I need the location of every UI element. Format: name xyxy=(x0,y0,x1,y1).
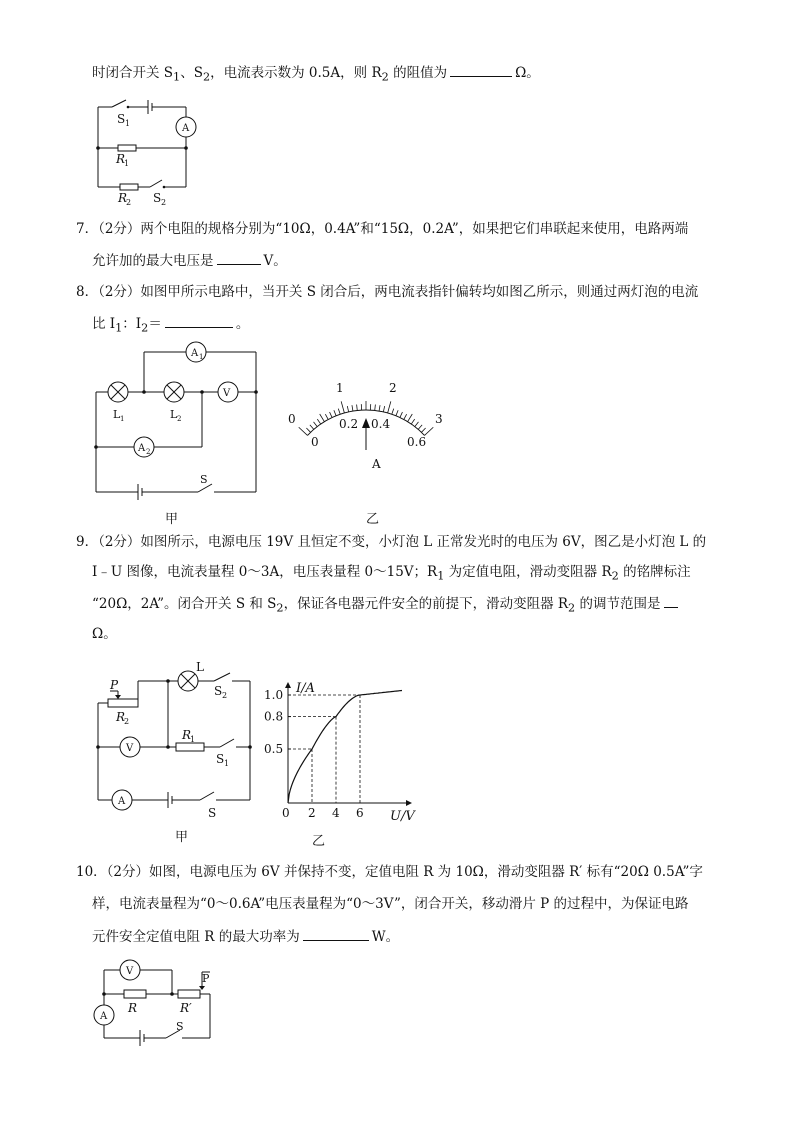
dial-bottom-0-4: 0.4 xyxy=(371,417,391,431)
dial-tick xyxy=(415,422,419,427)
dial-top-2: 2 xyxy=(389,381,397,395)
answer-blank[interactable] xyxy=(165,313,233,328)
y-axis-label: I/A xyxy=(296,681,315,696)
caption-yi: 乙 xyxy=(366,512,380,527)
dial-tick xyxy=(314,422,318,427)
q10-line2: 样，电流表量程为“0～0.6A”电压表量程为“0～3V”，闭合开关，移动滑片 P 的过程中，为保证电路 xyxy=(92,896,689,912)
label-s1: S xyxy=(117,112,126,126)
svg-text:1: 1 xyxy=(190,735,196,744)
dial-tick xyxy=(317,419,320,424)
caption-yi: 乙 xyxy=(312,834,326,849)
ammeter-label: A xyxy=(118,796,126,807)
dial-tick xyxy=(421,428,425,432)
dial-bottom-0-6: 0.6 xyxy=(407,435,427,449)
dial-top-3: 3 xyxy=(435,412,443,426)
dial-bottom-0-2: 0.2 xyxy=(339,417,359,431)
caption-jia: 甲 xyxy=(165,512,179,527)
q9-line4: Ω。 xyxy=(92,626,117,642)
answer-blank[interactable] xyxy=(217,250,261,265)
caption-jia: 甲 xyxy=(175,830,189,845)
svg-text:1: 1 xyxy=(199,353,204,361)
dial-tick xyxy=(325,414,328,419)
dial-tick xyxy=(306,428,310,432)
dial-tick xyxy=(352,405,353,411)
svg-text:1: 1 xyxy=(120,415,125,423)
resistor-r-label: R xyxy=(128,1001,138,1015)
ammeter-a1-label: A xyxy=(191,348,199,359)
x-tick-label: 6 xyxy=(356,806,364,820)
q8-circuit-diagram-jia xyxy=(90,340,265,500)
q9-line3: “20Ω，2A”。闭合开关 S 和 $S_2$，保证各电器元件安全的前提下，滑动变阻器 $R_2$ 的调节范围是 xyxy=(92,593,681,619)
svg-text:2: 2 xyxy=(161,198,167,205)
slider-p-label: P xyxy=(202,972,210,985)
ammeter-label: A xyxy=(182,123,190,134)
q6-circuit-diagram xyxy=(90,95,200,205)
voltmeter-label: V xyxy=(223,388,231,399)
dial-unit-a: A xyxy=(372,457,381,471)
label-s2: S xyxy=(153,191,162,205)
label-r1: R xyxy=(116,152,126,166)
x-axis-label: U/V xyxy=(390,809,415,824)
q6-text: 时闭合开关 $S_1$、$S_2$，电流表示数为 0.5A，则 $R_2$ 的阻值为 Ω。 xyxy=(92,62,540,88)
dial-tick xyxy=(392,409,394,415)
dial-tick xyxy=(338,409,340,415)
dial-tick xyxy=(375,405,376,411)
label-r2: R xyxy=(118,191,128,205)
svg-text:1: 1 xyxy=(224,759,230,768)
svg-text:2: 2 xyxy=(146,448,151,456)
switch-s-label: S xyxy=(208,806,217,820)
switch-s-label: S xyxy=(176,1020,184,1033)
q9-line1: 9．（2分）如图所示，电源电压 19V 且恒定不变，小灯泡 L 正常发光时的电压为 6V，图乙是小灯泡 L 的 xyxy=(76,534,707,550)
dial-tick xyxy=(396,410,398,416)
dial-tick xyxy=(418,425,422,430)
resistor-r1-label: R xyxy=(182,728,192,742)
iu-curve xyxy=(288,691,402,804)
svg-text:2: 2 xyxy=(124,717,130,726)
q9-circuit-diagram-jia xyxy=(90,655,260,825)
dial-tick xyxy=(388,401,391,413)
q10-circuit-diagram xyxy=(92,958,222,1050)
origin-label: 0 xyxy=(282,806,290,820)
dial-tick xyxy=(320,414,325,422)
dial-tick xyxy=(357,405,358,411)
ammeter-a2-label: A xyxy=(138,443,146,454)
answer-blank[interactable] xyxy=(450,62,512,77)
x-tick-label: 4 xyxy=(332,806,340,820)
dial-tick xyxy=(334,410,336,416)
y-tick-label: 1.0 xyxy=(264,688,284,702)
lamp-l-label: L xyxy=(196,660,204,674)
slider-arrow-icon xyxy=(199,986,205,990)
y-tick-label: 0.8 xyxy=(264,709,284,724)
q7-line2: 允许加的最大电压是 V。 xyxy=(92,250,287,271)
dial-tick xyxy=(404,414,407,419)
q8-line1: 8．（2分）如图甲所示电路中，当开关 S 闭合后，两电流表指针偏转均如图乙所示，则通过两灯泡的电流 xyxy=(76,284,699,300)
dial-tick xyxy=(310,425,314,430)
dial-top-0: 0 xyxy=(288,412,296,426)
x-tick-label: 2 xyxy=(308,806,316,820)
dial-tick xyxy=(347,406,348,412)
dial-tick xyxy=(341,401,344,413)
svg-text:2: 2 xyxy=(222,691,228,700)
dial-tick xyxy=(400,412,403,417)
answer-blank[interactable] xyxy=(303,926,369,941)
voltmeter-label: V xyxy=(126,743,134,754)
rheostat-rp-label: R′ xyxy=(180,1001,192,1015)
rheostat-r2-label: R xyxy=(116,710,126,724)
svg-text:1: 1 xyxy=(125,119,131,128)
ammeter-label: A xyxy=(100,1011,108,1022)
dial-tick xyxy=(379,405,380,411)
dial-tick xyxy=(299,427,308,435)
q9-iu-graph xyxy=(262,680,422,825)
y-tick-label: 0.5 xyxy=(264,742,284,756)
dial-pointer-arrow xyxy=(362,418,370,428)
switch-label: S xyxy=(200,473,208,486)
slider-arrow-icon xyxy=(115,695,121,699)
lamp-l1-label: L xyxy=(113,408,121,421)
svg-text:2: 2 xyxy=(177,415,182,423)
dial-bottom-0: 0 xyxy=(311,435,319,449)
dial-tick xyxy=(330,412,333,417)
dial-tick xyxy=(408,414,413,422)
svg-text:2: 2 xyxy=(126,198,132,205)
q8-ammeter-dial-yi xyxy=(284,378,449,478)
q8-line2: 比 $I_1$：$I_2=$ 。 xyxy=(92,313,249,339)
q7-line1: 7．（2分）两个电阻的规格分别为“10Ω，0.4A”和“15Ω，0.2A”，如果把它们串联起来使用，电路两端 xyxy=(76,221,689,237)
switch-s2-label: S xyxy=(214,684,223,698)
y-axis-arrow-icon xyxy=(285,682,291,688)
dial-tick xyxy=(383,406,384,412)
slider-p-label: P xyxy=(110,678,119,692)
voltmeter-label: V xyxy=(126,966,134,977)
svg-text:1: 1 xyxy=(124,159,130,168)
q10-line3: 元件安全定值电阻 R 的最大功率为 W。 xyxy=(92,926,399,947)
switch-s1-label: S xyxy=(216,752,225,766)
dial-top-1: 1 xyxy=(336,381,344,395)
answer-blank[interactable] xyxy=(664,593,678,608)
dial-tick xyxy=(411,419,414,424)
q9-line2: I﹣U 图像，电流表量程 0～3A，电压表量程 0～15V；$R_1$ 为定值电阻，滑动变阻器 $R_2$ 的铭牌标注 xyxy=(92,564,691,583)
q10-line1: 10．（2分）如图，电源电压为 6V 并保持不变，定值电阻 R 为 10Ω，滑动变阻器 R′ 标有“20Ω 0.5A”字 xyxy=(76,864,703,880)
lamp-l2-label: L xyxy=(170,408,178,421)
x-axis-arrow-icon xyxy=(406,800,412,806)
